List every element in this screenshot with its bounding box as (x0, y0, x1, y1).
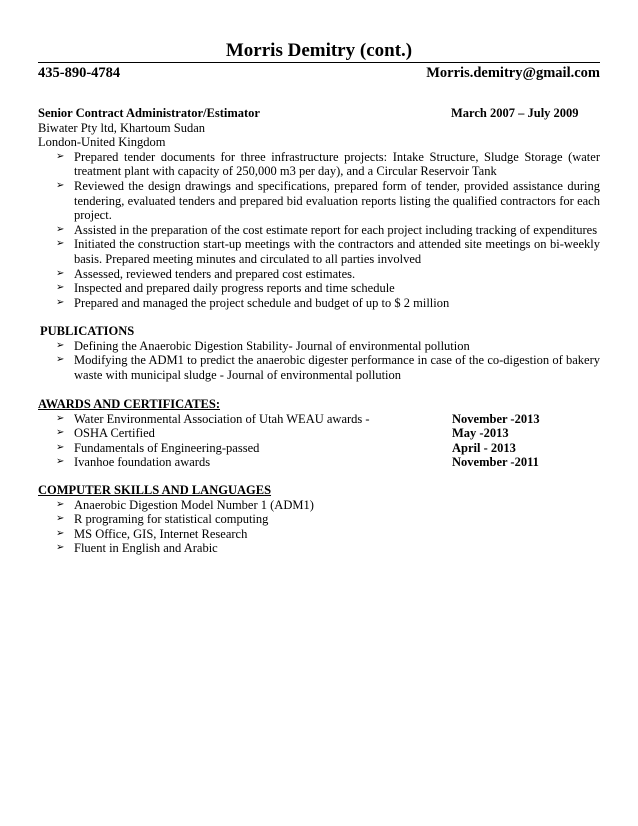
awards-heading: AWARDS AND CERTIFICATES: (38, 397, 221, 411)
arrow-bullet-icon: ➢ (56, 513, 65, 525)
list-item: ➢ Initiated the construction start-up meetings with the contractors and attended site meetings on bi-weekly basis. Prepared meeting minutes and circulated to all parties involved (56, 237, 600, 266)
arrow-bullet-icon: ➢ (56, 282, 65, 294)
job-dates: March 2007 – July 2009 (451, 106, 579, 120)
award-date: November -2011 (452, 455, 539, 470)
list-item (38, 426, 600, 441)
list-item: ➢ Prepared tender documents for three infrastructure projects: Intake Structure, Sludge Storage (water treatment plant with capacity of 250,000 m3 per day), and a Circular Reservoir Tank (56, 149, 600, 179)
job-section (38, 106, 600, 310)
job-bullets (38, 150, 600, 311)
email-address: Morris.demitry@gmail.com (426, 65, 600, 81)
list-item: ➢ MS Office, GIS, Internet Research (56, 526, 248, 541)
phone-number: 435-890-4784 (38, 65, 121, 81)
award-date: November -2013 (452, 411, 540, 426)
publications-heading: PUBLICATIONS (40, 324, 135, 338)
list-item: ➢ Assessed, reviewed tenders and prepared cost estimates. (56, 266, 356, 281)
award-date: May -2013 (452, 426, 509, 441)
contact-bar (38, 62, 600, 83)
job-location: London-United Kingdom (38, 135, 166, 150)
skills-heading: COMPUTER SKILLS AND LANGUAGES (38, 483, 272, 497)
list-item: ➢ Prepared and managed the project schedule and budget of up to $ 2 million (56, 295, 450, 310)
list-item: ➢ Defining the Anaerobic Digestion Stability- Journal of environmental pollution (56, 338, 470, 353)
award-date: April - 2013 (452, 440, 516, 455)
arrow-bullet-icon: ➢ (56, 527, 65, 539)
arrow-bullet-icon: ➢ (56, 223, 65, 235)
job-company: Biwater Pty ltd, Khartoum Sudan (38, 120, 205, 135)
publications-section (38, 324, 600, 382)
list-item (38, 412, 600, 427)
arrow-bullet-icon: ➢ (56, 456, 65, 468)
skills-section (38, 483, 600, 556)
arrow-bullet-icon: ➢ (56, 238, 65, 250)
publications-list (38, 339, 600, 383)
page-title: Morris Demitry (cont.) (225, 40, 413, 61)
list-item: ➢ Anaerobic Digestion Model Number 1 (ADM1) (56, 497, 314, 512)
list-item: ➢ R programing for statistical computing (56, 512, 269, 527)
awards-section (38, 397, 600, 470)
awards-list (38, 412, 600, 470)
award-name: OSHA Certified (74, 426, 155, 441)
arrow-bullet-icon: ➢ (56, 339, 65, 351)
list-item: ➢ Fluent in English and Arabic (56, 541, 218, 556)
list-item (38, 441, 600, 456)
arrow-bullet-icon: ➢ (56, 542, 65, 554)
arrow-bullet-icon: ➢ (56, 441, 65, 453)
award-name: Ivanhoe foundation awards (74, 455, 211, 470)
arrow-bullet-icon: ➢ (56, 427, 65, 439)
job-title-row (38, 106, 600, 121)
job-position: Senior Contract Administrator/Estimator (38, 106, 260, 120)
list-item: ➢ Assisted in the preparation of the cost estimate report for each project including tracking of expenditures (56, 222, 598, 237)
arrow-bullet-icon: ➢ (56, 150, 65, 162)
arrow-bullet-icon: ➢ (56, 354, 65, 366)
arrow-bullet-icon: ➢ (56, 179, 65, 191)
award-name: Water Environmental Association of Utah WEAU awards - (74, 411, 370, 426)
arrow-bullet-icon: ➢ (56, 296, 65, 308)
list-item: ➢ Modifying the ADM1 to predict the anaerobic digester performance in case of the co-digestion of bakery waste with municipal sludge - Journal of environmental pollution (56, 353, 600, 382)
arrow-bullet-icon: ➢ (56, 498, 65, 510)
arrow-bullet-icon: ➢ (56, 267, 65, 279)
list-item: ➢ Inspected and prepared daily progress reports and time schedule (56, 281, 395, 296)
arrow-bullet-icon: ➢ (56, 412, 65, 424)
list-item (38, 455, 600, 470)
list-item: ➢ Reviewed the design drawings and specifications, prepared form of tender, provided assistance during tendering, evaluated tenders and prepared bid evaluation reports listing the qualified contractors for each project. (56, 178, 600, 223)
award-name: Fundamentals of Engineering-passed (74, 440, 260, 455)
skills-list (38, 498, 600, 556)
